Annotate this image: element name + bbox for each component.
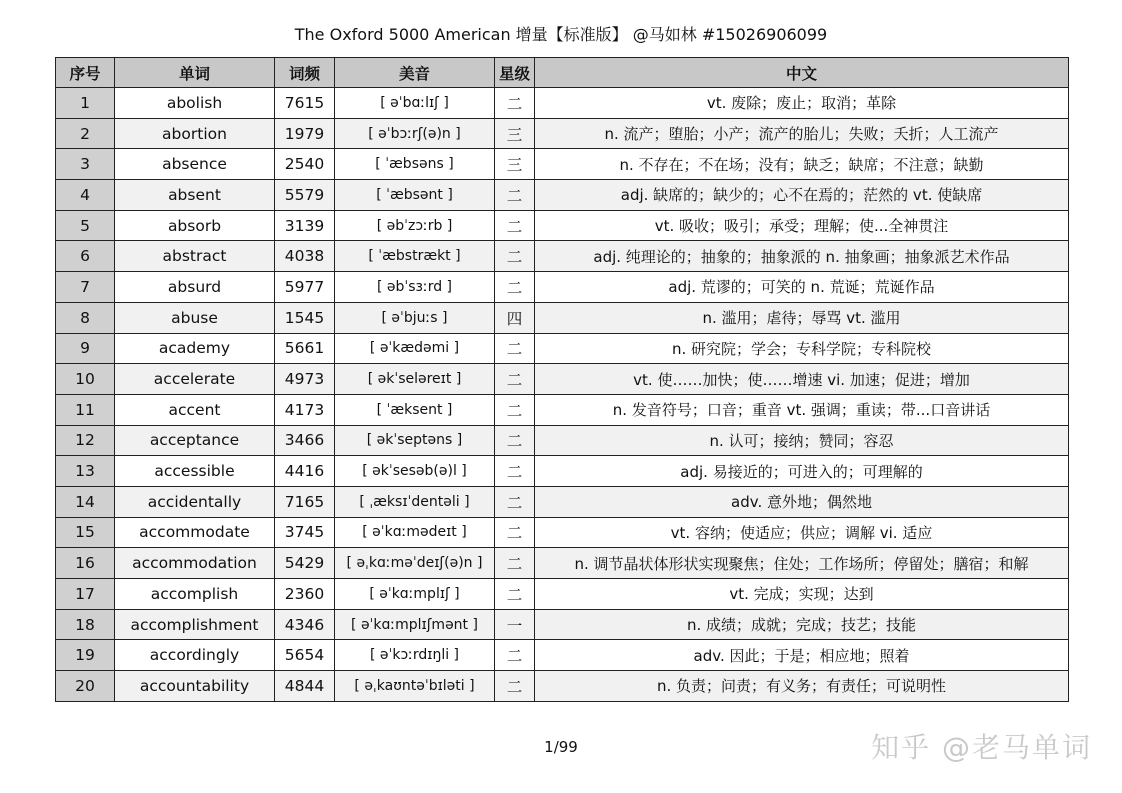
chinese-meaning-cell: n. 不存在；不在场；没有；缺乏；缺席；不注意；缺勤: [535, 149, 1069, 180]
chinese-meaning-cell: n. 认可；接纳；赞同；容忍: [535, 425, 1069, 456]
row-number: 17: [56, 579, 115, 610]
row-number: 5: [56, 210, 115, 241]
table-row: [56, 548, 1069, 579]
level-cell: 二: [495, 333, 535, 364]
level-cell: 二: [495, 579, 535, 610]
word-cell: abortion: [115, 118, 275, 149]
vocabulary-table: [55, 57, 1069, 702]
level-cell: 二: [495, 364, 535, 395]
level-cell: 二: [495, 486, 535, 517]
pronunciation-cell: [ əˌkɑːməˈdeɪʃ(ə)n ]: [335, 548, 495, 579]
row-number: 8: [56, 302, 115, 333]
row-number: 6: [56, 241, 115, 272]
chinese-meaning-cell: adv. 意外地；偶然地: [535, 486, 1069, 517]
chinese-meaning-cell: adj. 缺席的；缺少的；心不在焉的；茫然的 vt. 使缺席: [535, 180, 1069, 211]
table-row: [56, 671, 1069, 702]
watermark: 知乎 @老马单词: [871, 731, 1092, 764]
pronunciation-cell: [ əˈkɑːmədeɪt ]: [335, 517, 495, 548]
word-cell: accommodation: [115, 548, 275, 579]
frequency-cell: 4973: [275, 364, 335, 395]
frequency-cell: 4173: [275, 394, 335, 425]
header-pronunciation: 美音: [335, 58, 495, 88]
frequency-cell: 5429: [275, 548, 335, 579]
frequency-cell: 7615: [275, 88, 335, 119]
word-cell: accommodate: [115, 517, 275, 548]
pronunciation-cell: [ əˈbjuːs ]: [335, 302, 495, 333]
frequency-cell: 2360: [275, 579, 335, 610]
chinese-meaning-cell: n. 流产；堕胎；小产；流产的胎儿；失败；夭折；人工流产: [535, 118, 1069, 149]
frequency-cell: 3466: [275, 425, 335, 456]
level-cell: 二: [495, 456, 535, 487]
pronunciation-cell: [ əbˈzɔːrb ]: [335, 210, 495, 241]
word-cell: absorb: [115, 210, 275, 241]
table-header-row: [56, 58, 1069, 88]
table-row: [56, 302, 1069, 333]
pronunciation-cell: [ əkˈseptəns ]: [335, 425, 495, 456]
frequency-cell: 3139: [275, 210, 335, 241]
chinese-meaning-cell: adj. 易接近的；可进入的；可理解的: [535, 456, 1069, 487]
chinese-meaning-cell: n. 成绩；成就；完成；技艺；技能: [535, 609, 1069, 640]
level-cell: 二: [495, 88, 535, 119]
frequency-cell: 7165: [275, 486, 335, 517]
word-cell: absence: [115, 149, 275, 180]
frequency-cell: 5654: [275, 640, 335, 671]
word-cell: academy: [115, 333, 275, 364]
chinese-meaning-cell: adv. 因此；于是；相应地；照着: [535, 640, 1069, 671]
table-row: [56, 609, 1069, 640]
pronunciation-cell: [ ˈæbsəns ]: [335, 149, 495, 180]
table-row: [56, 88, 1069, 119]
level-cell: 二: [495, 517, 535, 548]
row-number: 20: [56, 671, 115, 702]
frequency-cell: 4416: [275, 456, 335, 487]
table-row: [56, 486, 1069, 517]
level-cell: 四: [495, 302, 535, 333]
level-cell: 三: [495, 118, 535, 149]
word-cell: accidentally: [115, 486, 275, 517]
word-cell: accent: [115, 394, 275, 425]
pronunciation-cell: [ əˌkaʊntəˈbɪləti ]: [335, 671, 495, 702]
pronunciation-cell: [ əkˈsesəb(ə)l ]: [335, 456, 495, 487]
document-title: The Oxford 5000 American 增量【标准版】 @马如林 #15026906099: [294, 25, 828, 44]
level-cell: 二: [495, 548, 535, 579]
pronunciation-cell: [ əˈkɑːmplɪʃ ]: [335, 579, 495, 610]
word-cell: accomplish: [115, 579, 275, 610]
chinese-meaning-cell: n. 调节晶状体形状实现聚焦；住处；工作场所；停留处；膳宿；和解: [535, 548, 1069, 579]
table-row: [56, 149, 1069, 180]
word-cell: abuse: [115, 302, 275, 333]
word-cell: absurd: [115, 272, 275, 303]
table-row: [56, 579, 1069, 610]
chinese-meaning-cell: vt. 废除；废止；取消；革除: [535, 88, 1069, 119]
header-level: 星级: [495, 58, 535, 88]
level-cell: 一: [495, 609, 535, 640]
pronunciation-cell: [ əˈkædəmi ]: [335, 333, 495, 364]
table-row: [56, 118, 1069, 149]
pronunciation-cell: [ ˈæksent ]: [335, 394, 495, 425]
level-cell: 二: [495, 180, 535, 211]
word-cell: abstract: [115, 241, 275, 272]
frequency-cell: 5977: [275, 272, 335, 303]
pronunciation-cell: [ əˈkɔːrdɪŋli ]: [335, 640, 495, 671]
frequency-cell: 4346: [275, 609, 335, 640]
level-cell: 二: [495, 394, 535, 425]
chinese-meaning-cell: vt. 容纳；使适应；供应；调解 vi. 适应: [535, 517, 1069, 548]
pronunciation-cell: [ əˈkɑːmplɪʃmənt ]: [335, 609, 495, 640]
level-cell: 二: [495, 272, 535, 303]
pronunciation-cell: [ əkˈseləreɪt ]: [335, 364, 495, 395]
pronunciation-cell: [ əˈbɑːlɪʃ ]: [335, 88, 495, 119]
level-cell: 二: [495, 210, 535, 241]
row-number: 2: [56, 118, 115, 149]
row-number: 3: [56, 149, 115, 180]
row-number: 4: [56, 180, 115, 211]
table-row: [56, 333, 1069, 364]
row-number: 9: [56, 333, 115, 364]
row-number: 11: [56, 394, 115, 425]
frequency-cell: 2540: [275, 149, 335, 180]
chinese-meaning-cell: n. 研究院；学会；专科学院；专科院校: [535, 333, 1069, 364]
word-cell: accelerate: [115, 364, 275, 395]
frequency-cell: 1545: [275, 302, 335, 333]
chinese-meaning-cell: vt. 完成；实现；达到: [535, 579, 1069, 610]
level-cell: 二: [495, 640, 535, 671]
pronunciation-cell: [ əbˈsɜːrd ]: [335, 272, 495, 303]
table-row: [56, 517, 1069, 548]
row-number: 15: [56, 517, 115, 548]
frequency-cell: 1979: [275, 118, 335, 149]
row-number: 18: [56, 609, 115, 640]
header-frequency: 词频: [275, 58, 335, 88]
frequency-cell: 5579: [275, 180, 335, 211]
row-number: 13: [56, 456, 115, 487]
chinese-meaning-cell: vt. 使……加快；使……增速 vi. 加速；促进；增加: [535, 364, 1069, 395]
table-row: [56, 394, 1069, 425]
row-number: 16: [56, 548, 115, 579]
chinese-meaning-cell: vt. 吸收；吸引；承受；理解；使...全神贯注: [535, 210, 1069, 241]
header-number: 序号: [56, 58, 115, 88]
row-number: 7: [56, 272, 115, 303]
pronunciation-cell: [ ˈæbstrækt ]: [335, 241, 495, 272]
table-row: [56, 241, 1069, 272]
chinese-meaning-cell: n. 负责；问责；有义务；有责任；可说明性: [535, 671, 1069, 702]
frequency-cell: 4038: [275, 241, 335, 272]
header-word: 单词: [115, 58, 275, 88]
word-cell: absent: [115, 180, 275, 211]
pronunciation-cell: [ ˈæbsənt ]: [335, 180, 495, 211]
row-number: 12: [56, 425, 115, 456]
level-cell: 二: [495, 671, 535, 702]
word-cell: abolish: [115, 88, 275, 119]
chinese-meaning-cell: adj. 纯理论的；抽象的；抽象派的 n. 抽象画；抽象派艺术作品: [535, 241, 1069, 272]
chinese-meaning-cell: adj. 荒谬的；可笑的 n. 荒诞；荒诞作品: [535, 272, 1069, 303]
row-number: 14: [56, 486, 115, 517]
word-cell: accomplishment: [115, 609, 275, 640]
table-row: [56, 425, 1069, 456]
table-row: [56, 640, 1069, 671]
word-cell: accountability: [115, 671, 275, 702]
row-number: 19: [56, 640, 115, 671]
table-row: [56, 364, 1069, 395]
table-row: [56, 456, 1069, 487]
word-cell: accordingly: [115, 640, 275, 671]
table-row: [56, 272, 1069, 303]
level-cell: 三: [495, 149, 535, 180]
level-cell: 二: [495, 425, 535, 456]
level-cell: 二: [495, 241, 535, 272]
row-number: 10: [56, 364, 115, 395]
header-chinese: 中文: [535, 58, 1069, 88]
page-number: 1/99: [544, 738, 578, 756]
chinese-meaning-cell: n. 发音符号；口音；重音 vt. 强调；重读；带...口音讲话: [535, 394, 1069, 425]
word-cell: accessible: [115, 456, 275, 487]
frequency-cell: 5661: [275, 333, 335, 364]
table-row: [56, 210, 1069, 241]
table-row: [56, 180, 1069, 211]
row-number: 1: [56, 88, 115, 119]
pronunciation-cell: [ əˈbɔːrʃ(ə)n ]: [335, 118, 495, 149]
chinese-meaning-cell: n. 滥用；虐待；辱骂 vt. 滥用: [535, 302, 1069, 333]
word-cell: acceptance: [115, 425, 275, 456]
pronunciation-cell: [ ˌæksɪˈdentəli ]: [335, 486, 495, 517]
frequency-cell: 4844: [275, 671, 335, 702]
frequency-cell: 3745: [275, 517, 335, 548]
